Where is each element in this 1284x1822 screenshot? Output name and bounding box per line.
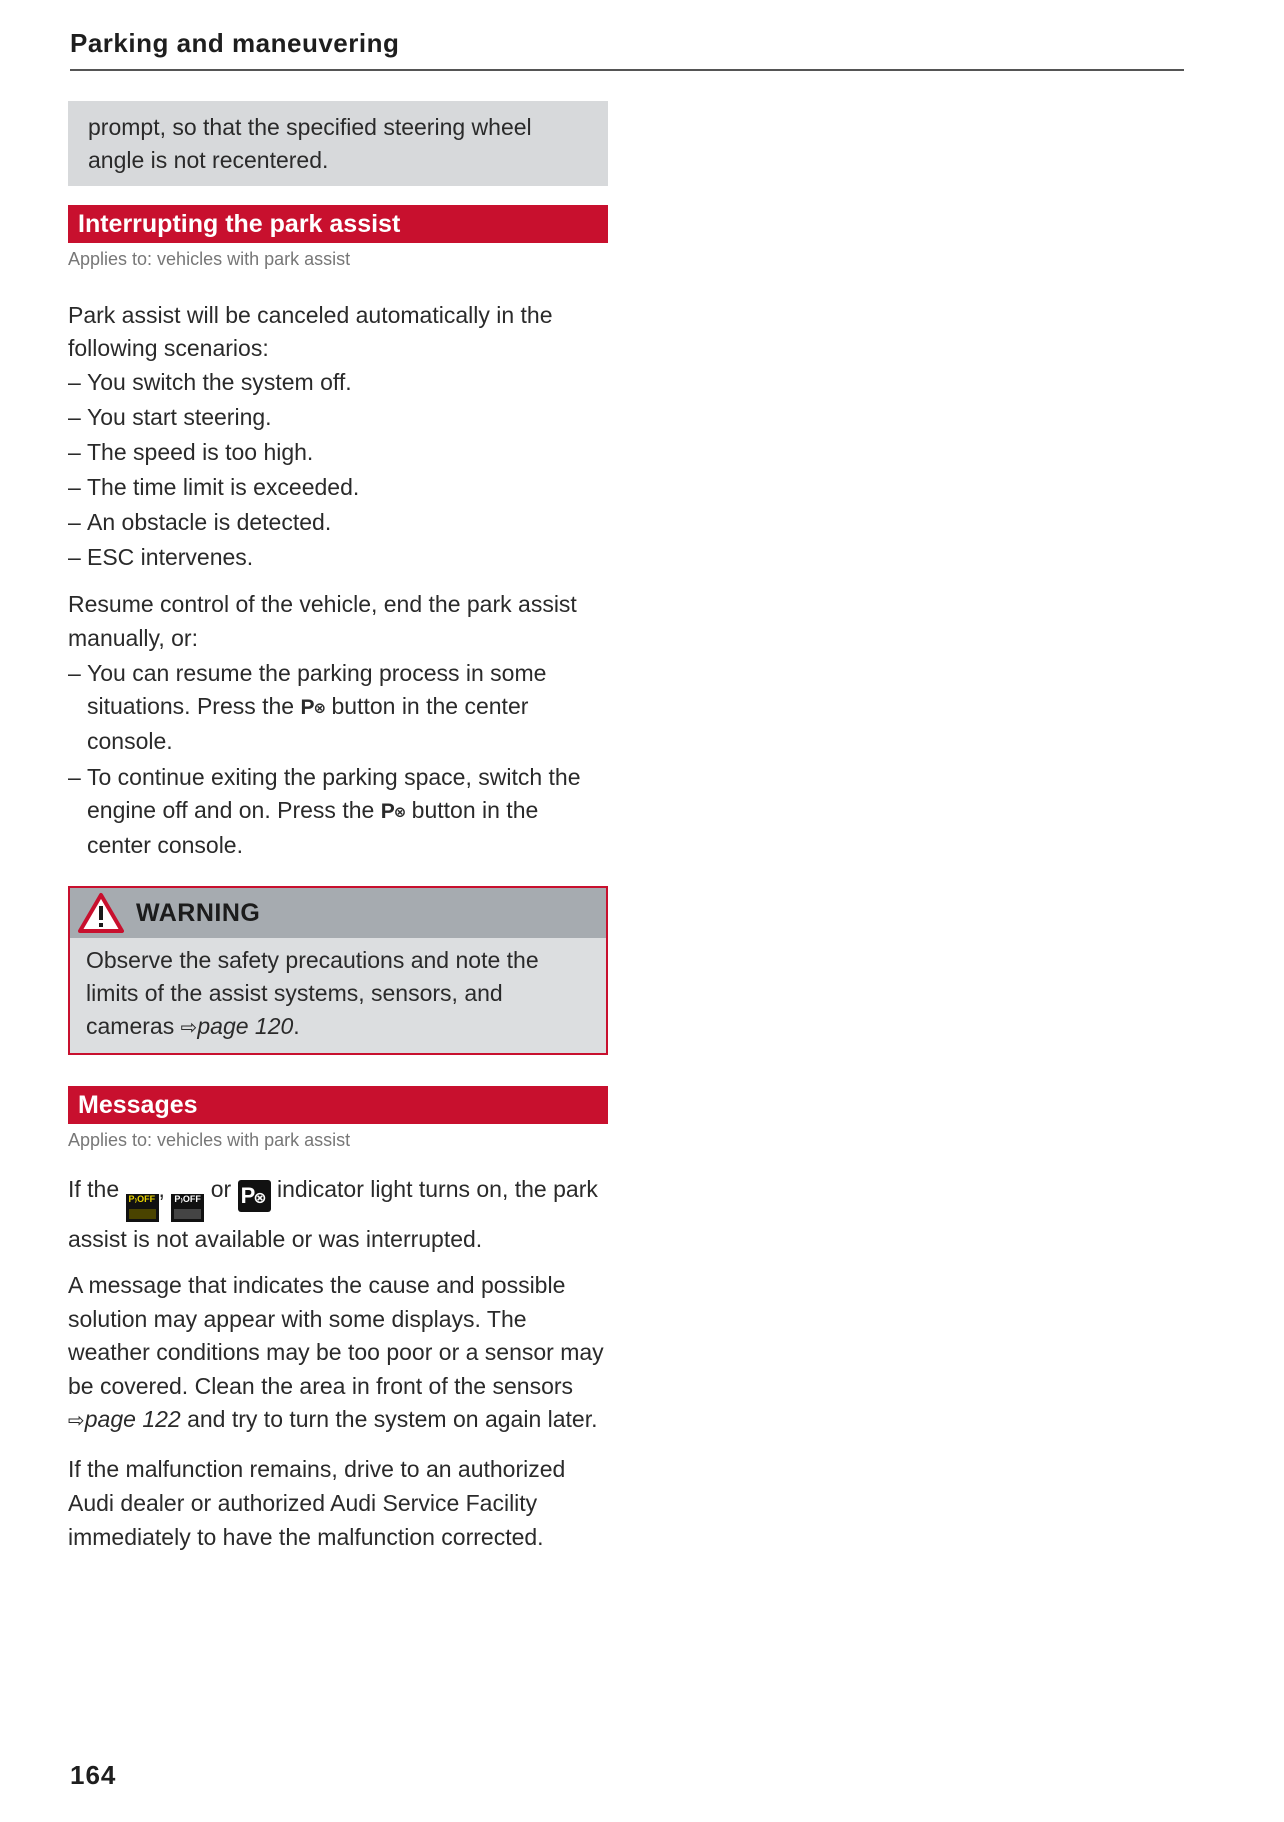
list-item: – ESC intervenes. xyxy=(68,540,608,575)
section-messages xyxy=(68,1086,608,1554)
list-item: – An obstacle is detected. xyxy=(68,505,608,540)
park-assist-button-icon: P⊗ xyxy=(380,800,406,823)
park-assist-button-icon: P⊗ xyxy=(300,696,326,719)
list-item: – The time limit is exceeded. xyxy=(68,470,608,505)
page-reference-link[interactable]: page 122 xyxy=(84,1406,181,1432)
page-header-title: Parking and maneuvering xyxy=(70,28,400,58)
note-box xyxy=(68,101,608,186)
list-item: – You switch the system off. xyxy=(68,365,608,400)
list-item-text: button in the center console. xyxy=(87,797,539,858)
section-heading-interrupting: Interrupting the park assist xyxy=(68,205,608,243)
warning-label: WARNING xyxy=(136,898,261,927)
list-item-text: You can resume the parking process in some situations. Press the xyxy=(87,660,547,719)
cross-reference-arrow-icon: ⇨ xyxy=(180,1017,198,1039)
cross-reference-arrow-icon: ⇨ xyxy=(68,1410,85,1432)
park-assist-off-yellow-indicator-icon: P₎OFF xyxy=(126,1194,159,1222)
cancel-scenarios-list xyxy=(68,365,608,575)
applies-note: Applies to: vehicles with park assist xyxy=(68,1130,351,1150)
header-divider xyxy=(70,69,1184,71)
resume-paragraph: Resume control of the vehicle, end the park assist manually, or: xyxy=(68,591,577,651)
message-paragraph: A message that indicates the cause and possible solution may appear with some displays. The weather conditions may be too poor or a sensor may be covered. Clean the area in front of the sensors ⇨page 122 and try to turn the system on again later. xyxy=(68,1272,604,1432)
applies-note: Applies to: vehicles with park assist xyxy=(68,249,351,269)
warning-section xyxy=(68,886,608,1055)
indicator-paragraph: If the P₎OFF , P₎OFF or P⊗ indicator light turns on, the park assist is not available or was interrupted. xyxy=(68,1176,598,1252)
page-number: 164 xyxy=(70,1760,117,1790)
warning-header xyxy=(70,888,606,938)
warning-triangle-icon xyxy=(78,892,124,934)
list-item: – You start steering. xyxy=(68,400,608,435)
list-item xyxy=(68,657,608,758)
park-assist-indicator-icon: P⊗ xyxy=(238,1180,271,1212)
list-item-text: button in the center console. xyxy=(87,693,529,754)
intro-paragraph: Park assist will be canceled automatically in the following scenarios: xyxy=(68,302,553,361)
resume-options-list xyxy=(68,657,608,862)
list-item-text: To continue exiting the parking space, switch the engine off and on. Press the xyxy=(87,764,581,823)
warning-box xyxy=(68,886,608,1055)
park-assist-off-white-indicator-icon: P₎OFF xyxy=(171,1194,204,1222)
note-text: prompt, so that the specified steering wheel angle is not recentered. xyxy=(88,114,532,173)
section-interrupting xyxy=(68,205,608,865)
section-heading-messages: Messages xyxy=(68,1086,608,1124)
malfunction-paragraph: If the malfunction remains, drive to an authorized Audi dealer or authorized Audi Service Facility immediately to have the malfunction corrected. xyxy=(68,1455,566,1550)
list-item: – The speed is too high. xyxy=(68,435,608,470)
list-item xyxy=(68,761,608,862)
continued-note xyxy=(68,101,608,186)
warning-text: Observe the safety precautions and note the limits of the assist systems, sensors, and cameras ⇨page 120. xyxy=(86,947,539,1039)
page-reference-link[interactable]: page 120 xyxy=(197,1013,294,1039)
